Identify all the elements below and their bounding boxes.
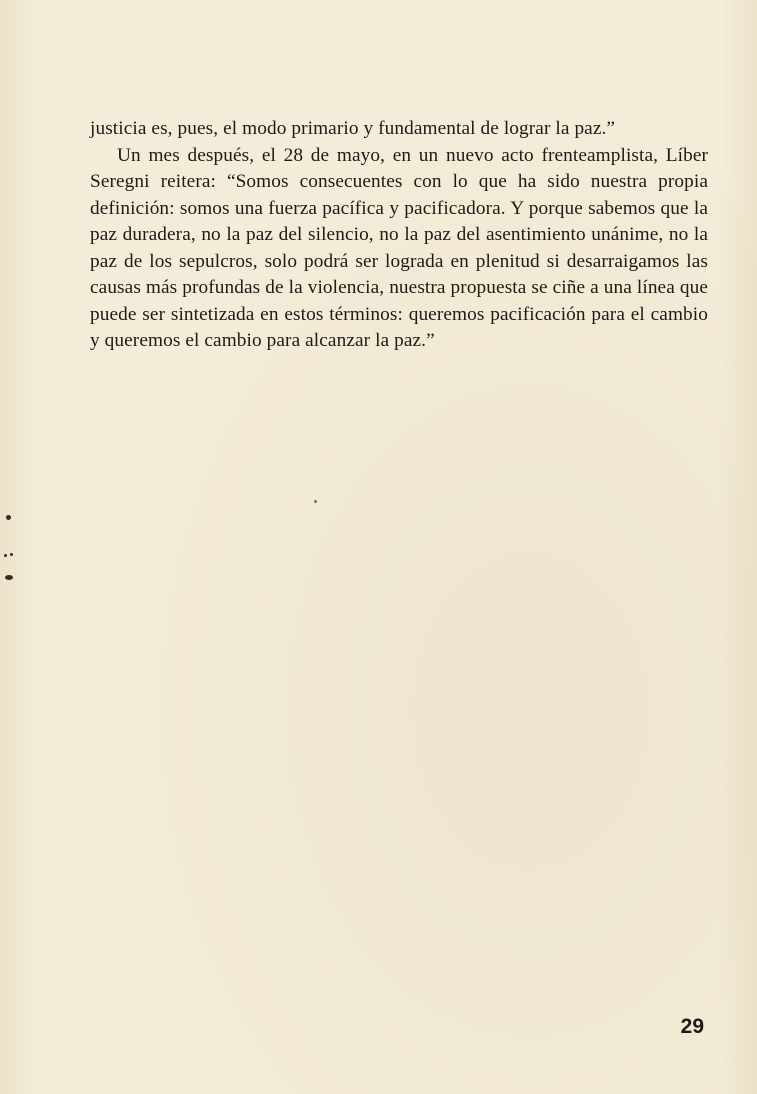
ink-speck bbox=[314, 500, 317, 503]
body-text bbox=[90, 116, 708, 355]
ink-speck bbox=[6, 515, 11, 520]
ink-speck bbox=[4, 554, 7, 557]
paragraph-seregni-quote: Un mes después, el 28 de mayo, en un nuevo acto frenteamplista, Líber Seregni reitera: “Somos consecuentes con lo que ha sido nuestra propia definición: somos una fuerza pacífica y pacificadora. Y porque sabemos que la paz duradera, no la paz del silencio, no la paz del asentimiento unánime, no la paz de los sepulcros, solo podrá ser lograda en plenitud si desarraigamos las causas más profundas de la violencia, nuestra propuesta se ciñe a una línea que puede ser sintetizada en estos términos: queremos pacificación para el cambio y queremos el cambio para alcanzar la paz.” bbox=[90, 144, 708, 351]
page-number: 29 bbox=[680, 1015, 704, 1038]
ink-speck bbox=[10, 553, 13, 556]
paragraph-continuation: justicia es, pues, el modo primario y fundamental de lograr la paz.” bbox=[90, 118, 616, 139]
ink-speck bbox=[5, 575, 13, 580]
